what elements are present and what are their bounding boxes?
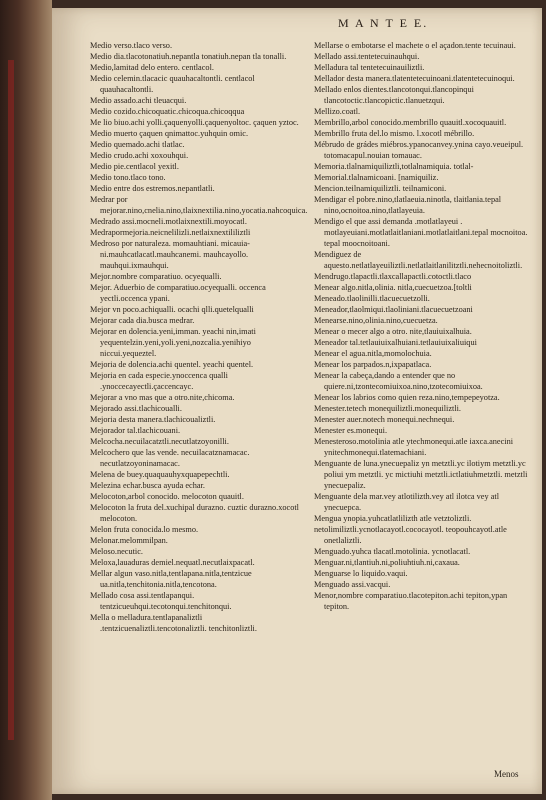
red-page-edge bbox=[8, 60, 14, 740]
dictionary-entry: Medrapormejoria.neicnelilizli.netlaixnextililiztli bbox=[90, 228, 251, 237]
dictionary-entry: Mejoria en cada especie.ynoccenca qualli .ynoccecayectli.çaccencayc. bbox=[90, 371, 228, 391]
book-edge bbox=[0, 0, 52, 800]
dictionary-entry: Medio celemin.tlacacic quauhacaltontli. centlacol quauhacaltontli. bbox=[90, 74, 255, 94]
dictionary-entry: Menear la cabeça,dando a entender que no quiere.ni,tzontecomiuixoa.nino,tzotecomiuixoa. bbox=[314, 371, 483, 391]
dictionary-entry: Melladura tal tentetecuinauiliztli. bbox=[314, 63, 425, 72]
dictionary-entry: Medio entre dos estremos.nepantlatli. bbox=[90, 184, 215, 193]
dictionary-entry: Melonar.melommilpan. bbox=[90, 536, 168, 545]
dictionary-entry: Mendigar el pobre.nino,tlatlaeuia.ninotla, tlaitlania.tepal nino,ocnoitoa.nino,tlatlayeuia. bbox=[314, 195, 502, 215]
dictionary-entry: Menear los parpados.n,ixpapatlaca. bbox=[314, 360, 432, 369]
dictionary-entry: Mencion.teilnamiquiliztli. teilnamiconi. bbox=[314, 184, 447, 193]
dictionary-entry: Meloxa,lauaduras demiel.nequatl.necutlaixpacatl. bbox=[90, 558, 255, 567]
dictionary-entry: Mellado assi.tentetecuinauhqui. bbox=[314, 52, 420, 61]
dictionary-entry: Meneador tal.tetlauiuixalhuiani.tetlauiuixaliuiqui bbox=[314, 338, 477, 347]
dictionary-entry: Melon fruta conocida.lo mesmo. bbox=[90, 525, 199, 534]
dictionary-entry: Medio cozido.chicoquatic.chicoqua.chicoqqua bbox=[90, 107, 245, 116]
dictionary-entry: Medio muerto çaquen qnimattoc.yuhquin omic. bbox=[90, 129, 249, 138]
dictionary-entry: Menguado assi.vacqui. bbox=[314, 580, 391, 589]
dictionary-entry: Mejorar cada dia.busca medrar. bbox=[90, 316, 195, 325]
dictionary-entry: Menear o mecer algo a otro. nite,tlauiuixalhuia. bbox=[314, 327, 472, 336]
dictionary-entry: Menear algo.nitla,olinia. nitla,cuecuetzoa.[toltli bbox=[314, 283, 472, 292]
dictionary-entry: Mendiguez de aquesto.netlatlayeuiliztli.netlatlaitlanilitztli.nehecnoitoliztli. bbox=[314, 250, 523, 270]
dictionary-entry: Menguarse lo liquido.vaqui. bbox=[314, 569, 408, 578]
dictionary-entry: Mellarse o embotarse el machete o el açadon.tente tecuinaui. bbox=[314, 41, 516, 50]
dictionary-entry: netolimiliztli.ycnotlacayotl.cococayotl. teopouhcayotl.atle onetlaliztli. bbox=[314, 525, 507, 545]
dictionary-entry: Menesteroso.motolinia atle ytechmonequi.atle iaxca.anecini ynitechmonequi.tlatemachiani. bbox=[314, 437, 514, 457]
dictionary-entry: Menester auer.notech monequi.nechnequi. bbox=[314, 415, 455, 424]
running-head: M A N T E E. bbox=[338, 16, 429, 30]
dictionary-entry: Mellado enlos dientes.tlancotonqui.tlancopinqui tlancotoctic.tlancopictic.tlanuetzqui. bbox=[314, 85, 474, 105]
dictionary-entry: Mendrugo.tlapactli.tlaxcallapactli.cotoctli.tlaco bbox=[314, 272, 472, 281]
dictionary-entry: Mellar algun vaso.nitla,tentlapana.nitla,tentzicue ua.nitla,tenchitonia.nitla,tencotona. bbox=[90, 569, 252, 589]
dictionary-entry: Medio crudo.achi xoxouhqui. bbox=[90, 151, 189, 160]
dictionary-entry: Mejor.nombre comparatiuo. ocyequalli. bbox=[90, 272, 222, 281]
dictionary-entry: Medio dia.tlacotonatiuh.nepantla tonatiuh.nepan tla tonalli. bbox=[90, 52, 287, 61]
dictionary-entry: Mejoria de dolencia.achi quentel. yeachi quentel. bbox=[90, 360, 254, 369]
dictionary-entry: Menester.tetech monequiliztli.monequiliztli. bbox=[314, 404, 462, 413]
dictionary-entry: Medio,lamitad delo entero. centlacol. bbox=[90, 63, 214, 72]
dictionary-entry: Memorial.tlalnamicoani. [namiquiliz. bbox=[314, 173, 439, 182]
dictionary-entry: Mejoria desta manera.tlachicoualiztli. bbox=[90, 415, 216, 424]
dictionary-entry: Mella o melladura.tentlapanaliztli .tentzicuenaliztli.tencotonaliztli. tenchitonliztli. bbox=[90, 613, 257, 633]
dictionary-entry: Medio assado.achi tleuacqui. bbox=[90, 96, 187, 105]
dictionary-entry: Menguado.yuhca tlacatl.motolinia. ycnotlacatl. bbox=[314, 547, 471, 556]
dictionary-entry: Medio tono.tlaco tono. bbox=[90, 173, 166, 182]
dictionary-entry: Menear los labrios como quien reza.nino,tempepeyotza. bbox=[314, 393, 500, 402]
dictionary-entry: Menear el agua.nitla,momolochuia. bbox=[314, 349, 432, 358]
catchword: Menos bbox=[494, 769, 519, 779]
dictionary-entry: Meneador,tlaolmiqui.tlaoliniani.tlacuecuetzoani bbox=[314, 305, 473, 314]
dictionary-entry: Medrado assi.mocneli.motlaixnextili.moyocatl. bbox=[90, 217, 247, 226]
dictionary-entry: Mejorado assi.tlachicoualli. bbox=[90, 404, 182, 413]
dictionary-entry: Melcochero que las vende. necuilacatznamacac. necutlatzoyoninamacac. bbox=[90, 448, 250, 468]
dictionary-entry: Mendigo el que assi demanda .motlatlayeui . motlayeuiani.motlatlaitlaniani.motlatlaitlani.tepal mocnoitoa. tepal moocnoitoani. bbox=[314, 217, 528, 248]
dictionary-entry: Memoria.tlalnamiquiliztli,totlalnamiquia. totlal- bbox=[314, 162, 474, 171]
dictionary-entry: Melezina echar.busca ayuda echar. bbox=[90, 481, 205, 490]
dictionary-entry: Menester es.monequi. bbox=[314, 426, 388, 435]
dictionary-entry: Meneado.tlaolinilli.tlacuecuetzolli. bbox=[314, 294, 430, 303]
dictionary-entry: Mengua ynopia.yuhcatlatlilizth atle vetztoliztli. bbox=[314, 514, 472, 523]
dictionary-entry: Mellizo.coatl. bbox=[314, 107, 361, 116]
dictionary-entry: Medio quemado.achi tlatlac. bbox=[90, 140, 185, 149]
dictionary-entry: Melcocha.necuilacatztli.necutlatzoyonilli. bbox=[90, 437, 229, 446]
left-column bbox=[90, 40, 308, 634]
dictionary-entry: Melena de buey.quaquauhyxquapepechtli. bbox=[90, 470, 230, 479]
dictionary-entry: Menearse.nino,olinia.nino,cuecuetza. bbox=[314, 316, 438, 325]
dictionary-entry: Menguante de luna.ynecuepaliz yn metztli.yc ilotiym metztli.yc poliui ym metztli. yc mictiuhi metztli.ictlatiuhmetztli. metztli ynecuepaliz. bbox=[314, 459, 528, 490]
dictionary-entry: Medio verso.tlaco verso. bbox=[90, 41, 173, 50]
dictionary-entry: Mellado cosa assi.tentlapanqui. tentzicueuhqui.tecotonqui.tenchitonqui. bbox=[90, 591, 232, 611]
dictionary-entry: Mejorador tal.tlachicouani. bbox=[90, 426, 181, 435]
dictionary-entry: Mébrudo de grádes miébros.ypanocanvey.ynina cayo.veueipul. totomacapul.nouian tomauac. bbox=[314, 140, 524, 160]
dictionary-entry: Membrillo,arbol conocido.membrillo quauitl.xocoquauitl. bbox=[314, 118, 507, 127]
dictionary-entry: Mejor vn poco.achiqualli. ocachi qlli.quetelqualli bbox=[90, 305, 254, 314]
dictionary-entry: Me lio biuo.achi yolli.çaquenyolli.çaquenyoltoc. çaquen yztoc. bbox=[90, 118, 299, 127]
dictionary-entry: Melocoton,arbol conocido. melocoton quauitl. bbox=[90, 492, 244, 501]
dictionary-entry: Mejorar en dolencia.yeni,imman. yeachi nin,imati yequentelzin.yeni,yoli.yeni,nozcalia.yenihiyo niccui.yequeztel. bbox=[90, 327, 256, 358]
dictionary-entry: Membrillo fruta del.lo mismo. l.xocotl mébrillo. bbox=[314, 129, 475, 138]
dictionary-entry: Medio pie.centlacol yexitl. bbox=[90, 162, 179, 171]
dictionary-entry: Mejorar a vno mas que a otro.nite,chicoma. bbox=[90, 393, 235, 402]
dictionary-entry: Meloso.necutic. bbox=[90, 547, 143, 556]
right-column bbox=[314, 40, 532, 612]
dictionary-entry: Menguante dela mar.vey atlotilizth.vey atl ilotca vey atl ynecuepca. bbox=[314, 492, 500, 512]
dictionary-entry: Mejor. Aduerbio de comparatiuo.ocyequalli. occenca yectli.occenca ypani. bbox=[90, 283, 266, 303]
dictionary-entry: Menguar.ni,tlantiuh.ni,poliuhtiuh.ni,caxaua. bbox=[314, 558, 460, 567]
dictionary-entry: Medroso por naturaleza. momauhtiani. micauia-ni.mauhcatlacatl.mauhcanemi. mauhcayollo. mauhqui.ixmauhqui. bbox=[90, 239, 250, 270]
dictionary-entry: Mellador desta manera.tlatentetecuinoani.tlatentetecuinoqui. bbox=[314, 74, 515, 83]
dictionary-entry: Medrar por mejorar.nino,cnelia.nino,tlaixnextilia.nino,yocatia.nahcoquica. bbox=[90, 195, 308, 215]
dictionary-entry: Menor,nombre comparatiuo.tlacotepiton.achi tepiton,ypan tepiton. bbox=[314, 591, 508, 611]
dictionary-entry: Melocoton la fruta del.xuchipal durazno. cuztic durazno.xocotl melocoton. bbox=[90, 503, 299, 523]
